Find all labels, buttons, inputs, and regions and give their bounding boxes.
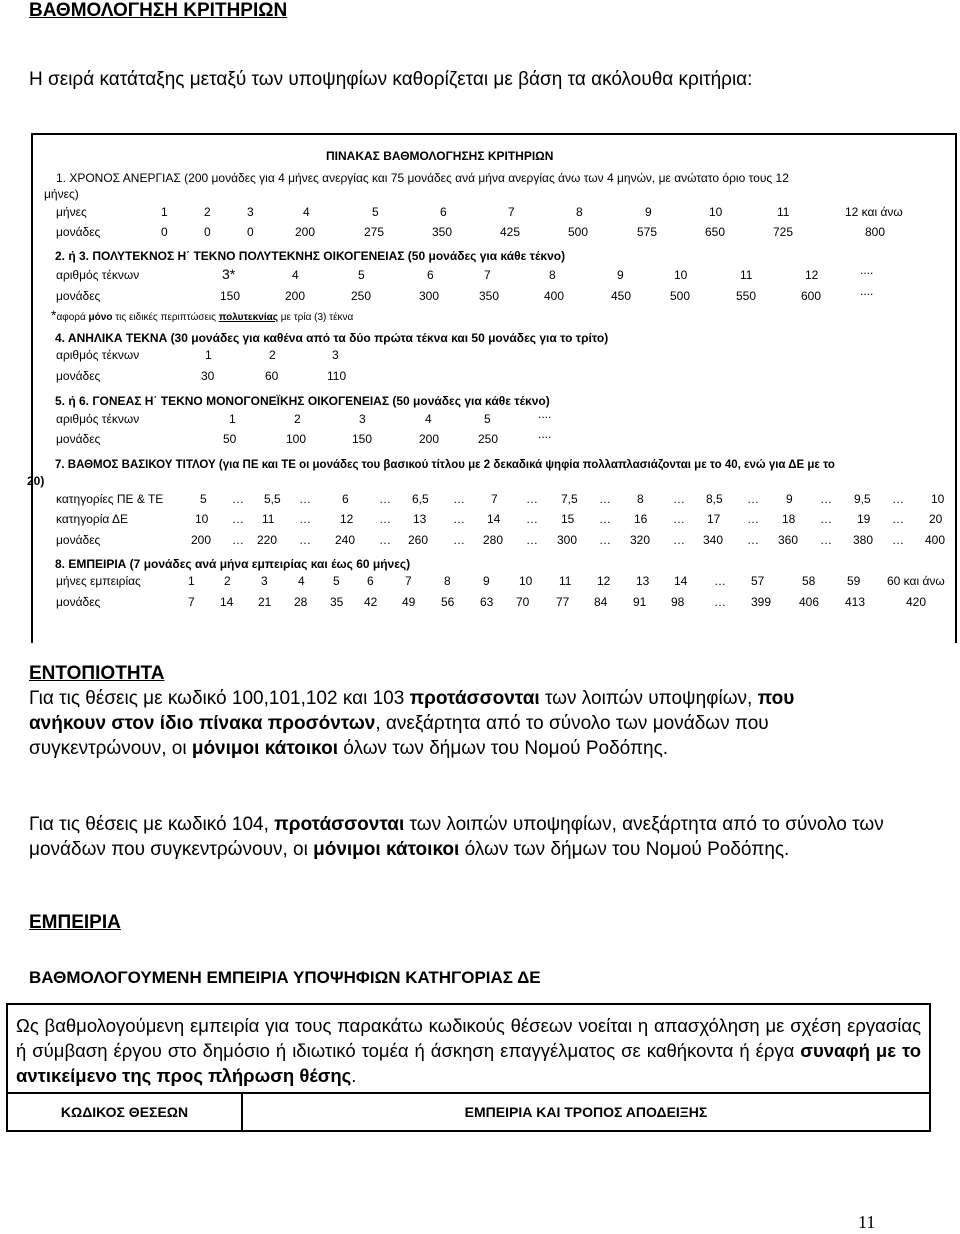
cell-value: 30	[201, 369, 215, 383]
cell-value: 14	[487, 512, 501, 526]
row-label: μονάδες	[56, 533, 101, 547]
section-7-pe-te-row	[0, 492, 960, 508]
experience-heading: ΕΜΠΕΙΡΙΑ	[29, 912, 121, 933]
cell-value: …	[526, 512, 538, 526]
text-run: μόνιμοι κάτοικοι	[313, 839, 460, 860]
section-2-note: *αφορά μόνο τις ειδικές περιπτώσεις πολυτεκνίας με τρία (3) τέκνα	[51, 307, 354, 323]
cell-value: 8,5	[706, 492, 723, 506]
text-run: συναφή με το αντικείμενο της προς πλήρωση θέσης	[16, 1040, 922, 1086]
cell-value: 15	[561, 512, 575, 526]
cell-value: 10	[519, 574, 533, 588]
experience-table-header	[8, 1092, 929, 1130]
cell-value: 14	[674, 574, 688, 588]
cell-value: 9	[786, 492, 793, 506]
cell-value: 250	[351, 289, 372, 303]
section-8-title: 8. ΕΜΠΕΙΡΙΑ (7 μονάδες ανά μήνα εμπειρίας και έως 60 μήνες)	[55, 557, 411, 571]
cell-value: 17	[707, 512, 721, 526]
cell-value: 6	[342, 492, 349, 506]
cell-value: 12	[805, 268, 819, 282]
cell-value: 2	[204, 205, 211, 219]
cell-value: 8	[576, 205, 583, 219]
cell-value: 5	[200, 492, 207, 506]
cell-value: …	[892, 512, 904, 526]
cell-value: 400	[544, 289, 565, 303]
row-label: μονάδες	[56, 225, 101, 239]
continuation-dots: ....	[538, 407, 552, 421]
text-run: προτάσσονται	[274, 814, 405, 835]
section-2-title: 2. ή 3. ΠΟΛΥΤΕΚΝΟΣ Η΄ ΤΕΚΝΟ ΠΟΛΥΤΕΚΝΗΣ ΟΙΚΟΓΕΝΕΙΑΣ (50 μονάδες για κάθε τέκνο)	[55, 249, 566, 263]
section-7-de-row	[0, 512, 960, 528]
cell-value: 340	[703, 533, 724, 547]
row-label: αριθμός τέκνων	[56, 412, 140, 426]
cell-value: 10	[931, 492, 945, 506]
row-label: μήνες εμπειρίας	[56, 574, 141, 588]
text-run: που ανήκουν στον ίδιο πίνακα προσόντων	[29, 688, 795, 734]
section-4-points-row	[0, 369, 960, 385]
cell-value: 350	[432, 225, 453, 239]
cell-value: 650	[705, 225, 726, 239]
section-2-children-row	[0, 263, 960, 284]
cell-value: 2	[294, 412, 301, 426]
cell-value: …	[232, 512, 244, 526]
cell-value: 19	[857, 512, 871, 526]
cell-value: 240	[335, 533, 356, 547]
cell-value: 98	[671, 595, 685, 609]
cell-value: …	[232, 492, 244, 506]
cell-value: …	[599, 492, 611, 506]
text-run: Ως βαθμολογούμενη εμπειρία για τους παρακάτω κωδικούς θέσεων νοείται η απασχόληση με σχέση εργασίας ή σύμβαση έργου στο δημόσιο ή ιδιωτικό τομέα ή άσκηση επαγγέλματος σε καθήκοντα ή έργα	[16, 1015, 921, 1061]
cell-value: 10	[674, 268, 688, 282]
locality-heading: ΕΝΤΟΠΙΟΤΗΤΑ	[29, 663, 165, 684]
cell-value: 6	[427, 268, 434, 282]
cell-value: 200	[419, 432, 440, 446]
cell-value: 12	[340, 512, 354, 526]
cell-value: 500	[568, 225, 589, 239]
cell-value: …	[299, 533, 311, 547]
row-label: αριθμός τέκνων	[56, 268, 140, 282]
cell-value: 250	[478, 432, 499, 446]
cell-value: 10	[709, 205, 723, 219]
cell-value: …	[453, 512, 465, 526]
page-title: ΒΑΘΜΟΛΟΓΗΣΗ ΚΡΙΤΗΡΙΩΝ	[29, 0, 288, 21]
section-1-title-cont: μήνες)	[44, 187, 79, 201]
cell-value: …	[892, 492, 904, 506]
cell-value: 0	[161, 225, 168, 239]
cell-value: 84	[594, 595, 608, 609]
row-label: μονάδες	[56, 369, 101, 383]
page-number: 11	[858, 1212, 876, 1232]
cell-value: 8	[549, 268, 556, 282]
cell-value: 42	[364, 595, 378, 609]
cell-value: 300	[557, 533, 578, 547]
cell-value: …	[599, 533, 611, 547]
cell-value: …	[673, 533, 685, 547]
cell-value: 200	[285, 289, 306, 303]
cell-value: …	[232, 533, 244, 547]
cell-value: 14	[220, 595, 234, 609]
cell-value: …	[747, 492, 759, 506]
cell-value: 35	[330, 595, 344, 609]
cell-value: 200	[295, 225, 316, 239]
cell-value: …	[526, 492, 538, 506]
cell-value: 9,5	[854, 492, 871, 506]
cell-value: 7	[491, 492, 498, 506]
cell-value: 320	[630, 533, 651, 547]
cell-value: 6	[440, 205, 447, 219]
cell-value: …	[379, 512, 391, 526]
locality-paragraph-1	[29, 686, 859, 761]
intro-text: Η σειρά κατάταξης μεταξύ των υποψηφίων καθορίζεται με βάση τα ακόλουθα κριτήρια:	[29, 69, 753, 90]
cell-value: 425	[500, 225, 521, 239]
cell-value: …	[892, 533, 904, 547]
cell-value: 260	[408, 533, 429, 547]
continuation-dots: ....	[860, 284, 874, 298]
cell-value: 300	[419, 289, 440, 303]
cell-value: 220	[257, 533, 278, 547]
cell-value: …	[299, 492, 311, 506]
row-label: μήνες	[56, 205, 87, 219]
cell-value: …	[379, 492, 391, 506]
cell-value: 21	[258, 595, 272, 609]
cell-value: 6,5	[412, 492, 429, 506]
text-run: όλων των δήμων του Νομού Ροδόπης.	[459, 839, 790, 860]
section-7-points-row	[0, 533, 960, 549]
cell-value: …	[453, 533, 465, 547]
cell-value: 11	[777, 205, 790, 219]
cell-value: 4	[425, 412, 432, 426]
cell-value: 2	[224, 574, 231, 588]
cell-value: 399	[751, 595, 772, 609]
section-5-title: 5. ή 6. ΓΟΝΕΑΣ Η΄ ΤΕΚΝΟ ΜΟΝΟΓΟΝΕΪΚΗΣ ΟΙΚΟΓΕΝΕΙΑΣ (50 μονάδες για κάθε τέκνο)	[55, 394, 550, 408]
column-position-codes: ΚΩΔΙΚΟΣ ΘΕΣΕΩΝ	[8, 1094, 243, 1130]
cell-value: 6	[367, 574, 374, 588]
cell-value: 500	[670, 289, 691, 303]
cell-value: 350	[479, 289, 500, 303]
cell-value: 4	[292, 268, 299, 282]
cell-value: 49	[402, 595, 416, 609]
cell-value: 11	[559, 574, 572, 588]
cell-value: 57	[751, 574, 765, 588]
cell-value: 420	[906, 595, 927, 609]
section-1-points-row	[0, 225, 960, 241]
cell-value: 77	[556, 595, 570, 609]
cell-value: 20	[929, 512, 943, 526]
cell-value: 13	[413, 512, 427, 526]
cell-value: 58	[802, 574, 816, 588]
table-heading: ΠΙΝΑΚΑΣ ΒΑΘΜΟΛΟΓΗΣΗΣ ΚΡΙΤΗΡΙΩΝ	[326, 149, 554, 163]
row-label: μονάδες	[56, 595, 101, 609]
row-label: αριθμός τέκνων	[56, 348, 140, 362]
cell-value: 3	[247, 205, 254, 219]
cell-value: …	[673, 512, 685, 526]
locality-paragraph-2	[29, 812, 899, 862]
text-run: μόνιμοι κάτοικοι	[191, 738, 339, 759]
cell-value: …	[453, 492, 465, 506]
cell-value: 50	[223, 432, 237, 446]
cell-value: …	[714, 595, 726, 609]
section-1-title: 1. ΧΡΟΝΟΣ ΑΝΕΡΓΙΑΣ (200 μονάδες για 4 μήνες ανεργίας και 75 μονάδες ανά μήνα ανεργίας άνω των 4 μηνών, με ανώτατο όριο τους 12	[56, 171, 789, 185]
cell-value: 4	[303, 205, 310, 219]
cell-value: 3	[332, 348, 339, 362]
cell-value: 575	[637, 225, 658, 239]
section-8-points-row	[0, 595, 960, 611]
cell-value: 11	[262, 512, 275, 526]
cell-value: 280	[483, 533, 504, 547]
cell-value: 406	[799, 595, 820, 609]
text-run: προτάσσονται	[409, 688, 540, 709]
text-run: των λοιπών υποψηφίων, ανεξάρτητα από το σύνολο των μονάδων που συγκεντρώνουν, οι	[29, 814, 884, 860]
row-label: κατηγορίες ΠΕ & ΤΕ	[56, 492, 164, 506]
cell-value: 3	[359, 412, 366, 426]
section-7-title-cont: 20)	[27, 474, 45, 488]
cell-value: 275	[364, 225, 385, 239]
text-run: των λοιπών υποψηφίων,	[539, 688, 758, 709]
cell-value: 0	[204, 225, 211, 239]
cell-value: 60	[265, 369, 279, 383]
cell-value: 7	[188, 595, 195, 609]
cell-value: 413	[845, 595, 866, 609]
cell-value: 150	[220, 289, 241, 303]
text-run: , ανεξάρτητα από το σύνολο των μονάδων που συγκεντρώνουν, οι	[29, 713, 769, 759]
cell-value: 9	[645, 205, 652, 219]
continuation-dots: ....	[860, 263, 874, 277]
cell-value: …	[820, 492, 832, 506]
cell-value: …	[820, 512, 832, 526]
cell-value: 3*	[222, 266, 236, 282]
section-1-months-row	[0, 205, 960, 221]
cell-value: 5	[358, 268, 365, 282]
cell-value: 1	[161, 205, 168, 219]
cell-value: 9	[483, 574, 490, 588]
cell-value: 1	[229, 412, 236, 426]
cell-value: 110	[327, 369, 347, 383]
cell-value: 60 και άνω	[887, 574, 945, 588]
cell-value: 5,5	[264, 492, 281, 506]
text-run: Για τις θέσεις με κωδικό 104,	[29, 814, 275, 835]
cell-value: 63	[480, 595, 494, 609]
section-8-months-row	[0, 574, 960, 590]
cell-value: 800	[865, 225, 886, 239]
cell-value: 59	[847, 574, 861, 588]
cell-value: 16	[634, 512, 648, 526]
cell-value: 3	[261, 574, 268, 588]
text-run: όλων των δήμων του Νομού Ροδόπης.	[338, 738, 669, 759]
experience-box-text	[8, 1005, 929, 1092]
cell-value: 7	[405, 574, 412, 588]
row-label: μονάδες	[56, 289, 101, 303]
cell-value: 5	[333, 574, 340, 588]
cell-value: 11	[740, 268, 753, 282]
cell-value: 8	[444, 574, 451, 588]
cell-value: 91	[633, 595, 647, 609]
cell-value: 18	[782, 512, 796, 526]
text-run: .	[351, 1065, 357, 1086]
cell-value: 550	[736, 289, 757, 303]
cell-value: 600	[801, 289, 822, 303]
cell-value: …	[820, 533, 832, 547]
text-run: Για τις θέσεις με κωδικό 100,101,102 και 103	[29, 688, 410, 709]
cell-value: …	[299, 512, 311, 526]
row-label: μονάδες	[56, 432, 101, 446]
section-5-children-row	[0, 407, 960, 428]
cell-value: …	[747, 512, 759, 526]
cell-value: 70	[516, 595, 530, 609]
cell-value: 1	[205, 348, 212, 362]
cell-value: 13	[636, 574, 650, 588]
cell-value: 1	[188, 574, 195, 588]
cell-value: 150	[352, 432, 373, 446]
cell-value: 100	[286, 432, 307, 446]
section-4-title: 4. ΑΝΗΛΙΚΑ ΤΕΚΝΑ (30 μονάδες για καθένα από τα δύο πρώτα τέκνα και 50 μονάδες για το τρίτο)	[55, 331, 609, 345]
section-4-children-row	[0, 348, 960, 364]
continuation-dots: ....	[538, 427, 552, 441]
cell-value: …	[673, 492, 685, 506]
cell-value: 400	[925, 533, 946, 547]
cell-value: 0	[247, 225, 254, 239]
cell-value: 380	[853, 533, 874, 547]
experience-subheading: ΒΑΘΜΟΛΟΓΟΥΜΕΝΗ ΕΜΠΕΙΡΙΑ ΥΠΟΨΗΦΙΩΝ ΚΑΤΗΓΟΡΙΑΣ ΔΕ	[29, 968, 541, 987]
cell-value: 725	[773, 225, 794, 239]
column-experience-proof: ΕΜΠΕΙΡΙΑ ΚΑΙ ΤΡΟΠΟΣ ΑΠΟΔΕΙΞΗΣ	[464, 1104, 708, 1120]
experience-box	[6, 1003, 931, 1132]
cell-value: 200	[191, 533, 212, 547]
cell-value: …	[526, 533, 538, 547]
cell-value: 4	[298, 574, 305, 588]
cell-value: …	[747, 533, 759, 547]
cell-value: 8	[637, 492, 644, 506]
cell-value: 2	[269, 348, 276, 362]
cell-value: 7,5	[561, 492, 578, 506]
cell-value: 7	[484, 268, 491, 282]
cell-value: 450	[611, 289, 632, 303]
cell-value: 10	[195, 512, 209, 526]
row-label: κατηγορία ΔΕ	[56, 512, 128, 526]
section-2-points-row	[0, 284, 960, 305]
cell-value: 360	[778, 533, 799, 547]
section-5-points-row	[0, 427, 960, 448]
section-7-title: 7. ΒΑΘΜΟΣ ΒΑΣΙΚΟΥ ΤΙΤΛΟΥ (για ΠΕ και ΤΕ οι μονάδες του βασικού τίτλου με 2 δεκαδικά ψηφία πολλαπλασιάζονται με το 40, ενώ για ΔΕ με το	[55, 459, 835, 471]
cell-value: 12 και άνω	[845, 205, 903, 219]
cell-value: 56	[441, 595, 455, 609]
cell-value: …	[599, 512, 611, 526]
cell-value: 12	[597, 574, 611, 588]
cell-value: 5	[372, 205, 379, 219]
cell-value: 7	[508, 205, 515, 219]
cell-value: 9	[617, 268, 624, 282]
cell-value: 5	[484, 412, 491, 426]
cell-value: …	[379, 533, 391, 547]
cell-value: …	[714, 574, 726, 588]
cell-value: 28	[294, 595, 308, 609]
